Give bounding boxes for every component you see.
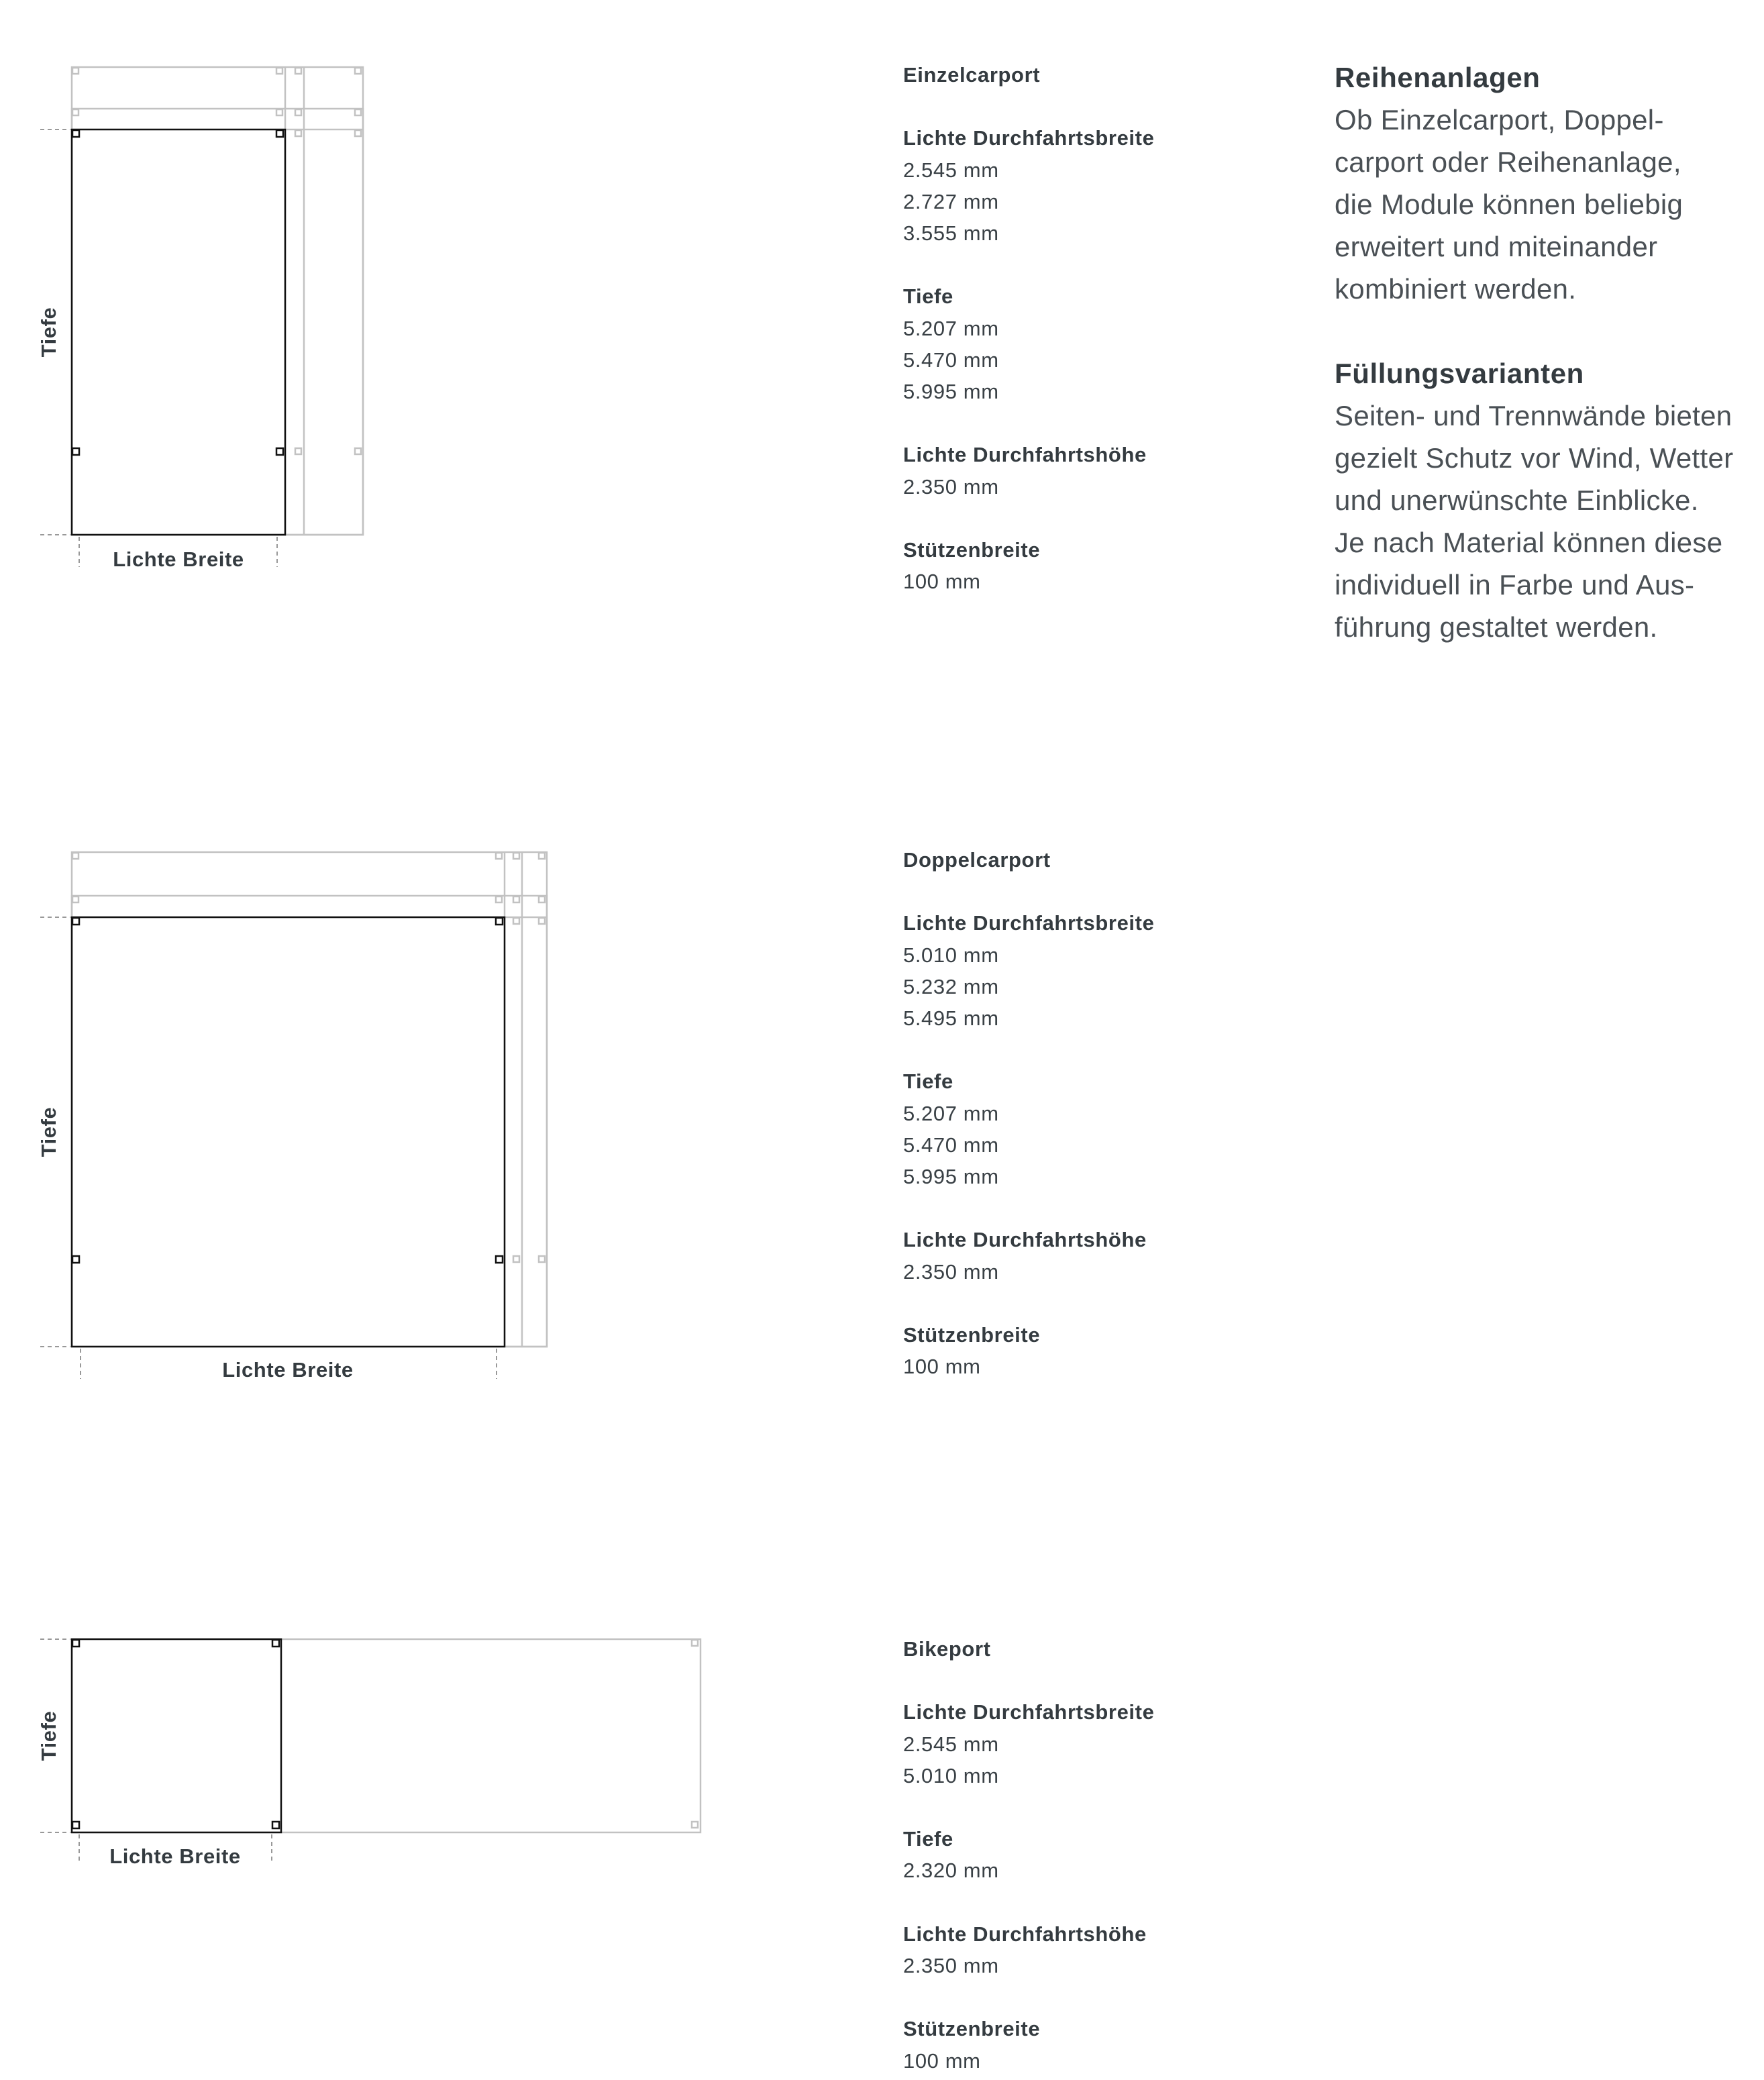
spec-group-depth bbox=[903, 280, 1279, 407]
spec-value: 2.545 mm bbox=[903, 158, 999, 182]
spec-label: Stützenbreite bbox=[903, 1322, 1041, 1347]
spec-group-width bbox=[903, 1696, 1279, 1791]
spec-label: Lichte Durchfahrtshöhe bbox=[903, 1922, 1147, 1946]
spec-label: Lichte Durchfahrtshöhe bbox=[903, 1228, 1147, 1252]
spec-einzelcarport bbox=[903, 59, 1279, 597]
spec-value: 2.545 mm bbox=[903, 1732, 999, 1756]
spec-label: Tiefe bbox=[903, 1070, 953, 1094]
spec-value: 2.727 mm bbox=[903, 189, 999, 213]
spec-value: 100 mm bbox=[903, 1355, 981, 1379]
spec-group-height bbox=[903, 1224, 1279, 1287]
spec-value: 2.350 mm bbox=[903, 1953, 999, 1977]
spec-value: 3.555 mm bbox=[903, 221, 999, 245]
spec-group-height bbox=[903, 439, 1279, 502]
depth-label: Tiefe bbox=[37, 307, 60, 358]
spec-label: Stützenbreite bbox=[903, 2017, 1041, 2041]
spec-label: Lichte Durchfahrtsbreite bbox=[903, 126, 1155, 150]
spec-label: Lichte Durchfahrtshöhe bbox=[903, 443, 1147, 467]
spec-value: 5.995 mm bbox=[903, 380, 999, 403]
extension-outline-depth-2 bbox=[72, 896, 547, 1347]
spec-value: 5.207 mm bbox=[903, 316, 999, 340]
spec-group-depth bbox=[903, 1065, 1279, 1192]
info-column bbox=[1335, 56, 1764, 690]
spec-group-width bbox=[903, 907, 1279, 1034]
spec-group-height bbox=[903, 1918, 1279, 1981]
spec-value: 5.470 mm bbox=[903, 348, 999, 372]
spec-doppelcarport bbox=[903, 844, 1279, 1382]
spec-title: Bikeport bbox=[903, 1637, 991, 1661]
bikeport-diagram bbox=[0, 1610, 725, 1892]
depth-label: Tiefe bbox=[37, 1710, 60, 1761]
einzelcarport-diagram bbox=[0, 0, 416, 590]
spec-value: 5.232 mm bbox=[903, 974, 999, 998]
carport-outline bbox=[72, 129, 285, 535]
extension-outline-depth-3 bbox=[72, 852, 547, 1347]
spec-title: Doppelcarport bbox=[903, 848, 1051, 872]
width-label: Lichte Breite bbox=[222, 1358, 354, 1382]
spec-group-width bbox=[903, 122, 1279, 249]
doppelcarport-diagram bbox=[0, 805, 577, 1396]
spec-value: 5.995 mm bbox=[903, 1165, 999, 1188]
bikeport-outline bbox=[72, 1639, 281, 1832]
fuellungsvarianten-text: Seiten- und Trennwände bieten gezielt Schutz vor Wind, Wetter und unerwünschte Einblicke. Je nach Material können diese individuell in Farbe und Aus- führung gestaltet werden. bbox=[1335, 400, 1734, 643]
extension-outline-depth-2 bbox=[72, 109, 363, 535]
spec-bikeport bbox=[903, 1633, 1279, 2077]
spec-label: Lichte Durchfahrtsbreite bbox=[903, 1700, 1155, 1724]
spec-value: 2.350 mm bbox=[903, 1259, 999, 1284]
spec-label: Lichte Durchfahrtsbreite bbox=[903, 911, 1155, 935]
spec-value: 5.207 mm bbox=[903, 1101, 999, 1125]
spec-group-depth bbox=[903, 1823, 1279, 1886]
spec-value: 5.010 mm bbox=[903, 1763, 999, 1787]
carport-outline bbox=[72, 917, 505, 1347]
extension-outline-depth-3 bbox=[72, 67, 363, 535]
spec-value: 5.010 mm bbox=[903, 943, 999, 967]
reihenanlagen-text: Ob Einzelcarport, Doppel- carport oder Reihenanlage, die Module können beliebig erweitert und miteinander kombiniert werden. bbox=[1335, 104, 1683, 305]
width-label: Lichte Breite bbox=[113, 548, 244, 571]
spec-value: 2.320 mm bbox=[903, 1859, 999, 1883]
spec-group-post bbox=[903, 534, 1279, 597]
spec-group-post bbox=[903, 2013, 1279, 2076]
extension-outline bbox=[72, 1639, 701, 1832]
fuellungsvarianten-heading: Füllungsvarianten bbox=[1335, 358, 1584, 389]
spec-value: 5.495 mm bbox=[903, 1006, 999, 1030]
depth-label: Tiefe bbox=[37, 1106, 60, 1157]
spec-title: Einzelcarport bbox=[903, 63, 1041, 87]
spec-label: Stützenbreite bbox=[903, 537, 1041, 562]
width-label: Lichte Breite bbox=[109, 1844, 241, 1868]
spec-label: Tiefe bbox=[903, 1827, 953, 1851]
spec-value: 100 mm bbox=[903, 570, 981, 594]
spec-group-post bbox=[903, 1319, 1279, 1382]
reihenanlagen-heading: Reihenanlagen bbox=[1335, 62, 1541, 93]
spec-label: Tiefe bbox=[903, 284, 953, 309]
spec-value: 5.470 mm bbox=[903, 1133, 999, 1157]
spec-value: 100 mm bbox=[903, 2048, 981, 2073]
spec-value: 2.350 mm bbox=[903, 474, 999, 499]
